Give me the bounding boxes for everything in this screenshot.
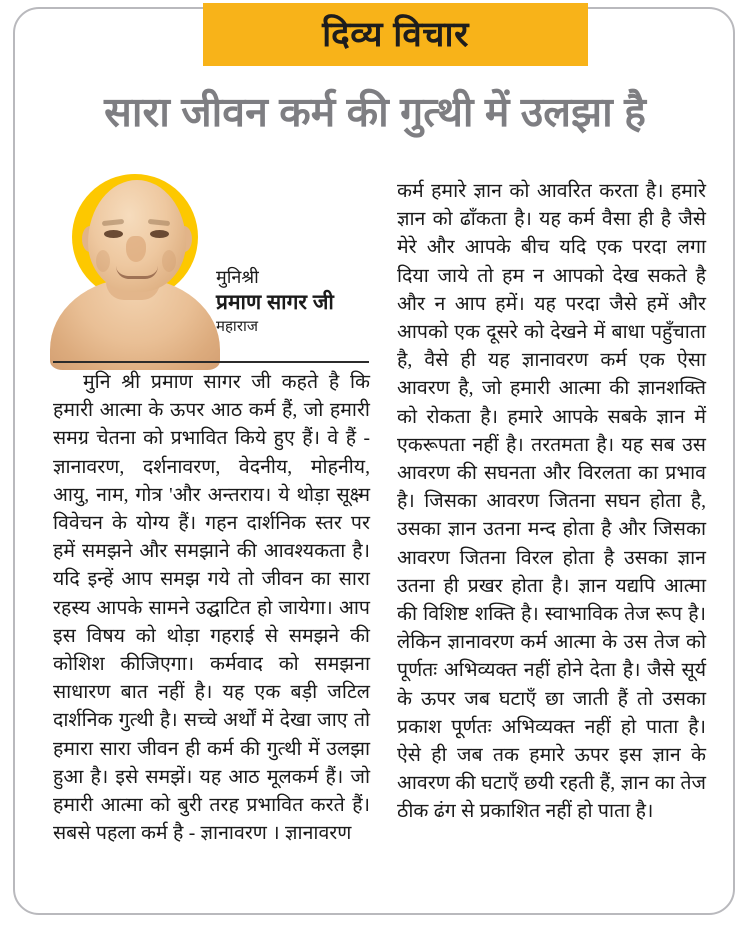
monk-portrait-illustration bbox=[44, 170, 244, 360]
article-column-1 bbox=[53, 369, 370, 848]
article-headline: सारा जीवन कर्म की गुत्थी में उलझा है bbox=[104, 89, 646, 135]
author-byline bbox=[216, 265, 376, 337]
article-column-2 bbox=[397, 178, 706, 827]
author-name: प्रमाण सागर जी bbox=[216, 291, 334, 314]
masthead-banner bbox=[203, 3, 588, 66]
masthead-title: दिव्य विचार bbox=[322, 15, 469, 54]
article-body-text-1: मुनि श्री प्रमाण सागर जी कहते है कि हमारी आत्मा के ऊपर आठ कर्म हैं, जो हमारी समग्र चेतना को प्रभावित किये हुए हैं। वे हैं - ज्ञानावरण, दर्शनावरण, वेदनीय, मोहनीय, आयु, नाम, गोत्र 'और अन्तराय। ये थोड़ा सूक्ष्म विवेचन के योग्य हैं। गहन दार्शनिक स्तर पर हमें समझने और समझाने की आवश्यकता है। यदि इन्हें आप समझ गये तो जीवन का सारा रहस्य आपके सामने उद्घाटित हो जायेगा। आप इस विषय को थोड़ा गहराई से समझने की कोशिश कीजिएगा। कर्मवाद को समझना साधारण बात नहीं है। यह एक बड़ी जटिल दार्शनिक गुत्थी है। सच्चे अर्थों में देखा जाए तो हमारा सारा जीवन ही कर्म की गुत्थी में उलझा हुआ है। इसे समझें। यह आठ मूलकर्म हैं। जो हमारी आत्मा को बुरी तरह प्रभावित करते हैं। सबसे पहला कर्म है - ज्ञानावरण । ज्ञानावरण bbox=[53, 372, 370, 845]
author-suffix: महाराज bbox=[216, 318, 258, 335]
author-photo bbox=[44, 170, 244, 360]
column-divider-rule bbox=[53, 361, 369, 363]
author-prefix: मुनिश्री bbox=[216, 267, 259, 287]
article-body-text-2: कर्म हमारे ज्ञान को आवरित करता है। हमारे ज्ञान को ढाँकता है। यह कर्म वैसा ही है जैसे मेरे और आपके बीच यदि एक परदा लगा दिया जाये तो हम न आपको देख सकते है और न आप हमें। यह परदा जैसे हमें और आपको एक दूसरे को देखने में बाधा पहुँचाता है, वैसे ही यह ज्ञानावरण कर्म एक ऐसा आवरण है, जो हमारी आत्मा की ज्ञानशक्ति को रोकता है। हमारे आपके सबके ज्ञान में एकरूपता नहीं है। तरतमता है। यह सब उस आवरण की सघनता और विरलता का प्रभाव है। जिसका आवरण जितना सघन होता है, उसका ज्ञान उतना मन्द होता है और जिसका आवरण जितना विरल होता है उसका ज्ञान उतना ही प्रखर होता है। ज्ञान यद्यपि आत्मा की विशिष्ट शक्ति है। स्वाभाविक तेज रूप है। लेकिन ज्ञानावरण कर्म आत्मा के उस तेज को पूर्णतः अभिव्यक्त नहीं होने देता है। जैसे सूर्य के ऊपर जब घटाएँ छा जाती हैं तो उसका प्रकाश पूर्णतः अभिव्यक्त नहीं हो पाता है। ऐसे ही जब तक हमारे ऊपर इस ज्ञान के आवरण की घटाएँ छयी रहती हैं, ज्ञान का तेज ठीक ढंग से प्रकाशित नहीं हो पाता है। bbox=[397, 181, 706, 823]
